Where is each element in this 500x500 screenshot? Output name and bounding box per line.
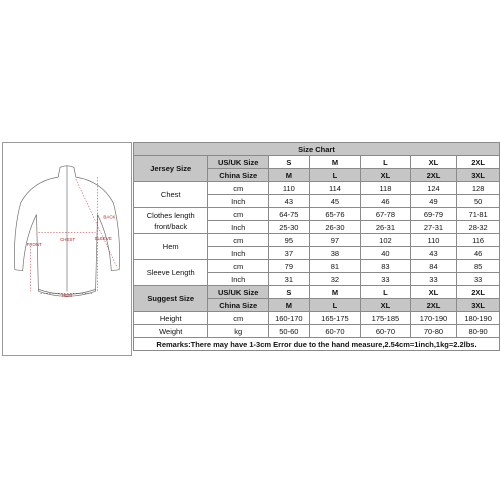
jersey-size-label: Jersey Size <box>134 156 208 182</box>
value-cell: 25-30 <box>268 221 309 234</box>
size-cell: XL <box>410 286 457 299</box>
unit-cell: Inch <box>208 247 269 260</box>
length-cm-row <box>134 208 500 221</box>
value-cell: 84 <box>410 260 457 273</box>
unit-cell: cm <box>208 260 269 273</box>
value-cell: 114 <box>309 182 360 195</box>
jersey-measurement-diagram <box>2 142 132 356</box>
height-label: Height <box>134 312 208 325</box>
size-cell: 3XL <box>457 169 500 182</box>
value-cell: 26-31 <box>361 221 411 234</box>
value-cell: 116 <box>457 234 500 247</box>
value-cell: 60-70 <box>309 325 360 338</box>
value-cell: 45 <box>309 195 360 208</box>
measurement-name: Sleeve Length <box>134 260 208 286</box>
size-cell: M <box>268 169 309 182</box>
jersey-outline-drawing <box>3 143 131 355</box>
value-cell: 175-185 <box>361 312 411 325</box>
value-cell: 46 <box>457 247 500 260</box>
unit-cell: cm <box>208 208 269 221</box>
value-cell: 170-190 <box>410 312 457 325</box>
size-cell: XL <box>361 299 411 312</box>
value-cell: 83 <box>361 260 411 273</box>
weight-label: Weight <box>134 325 208 338</box>
value-cell: 64-75 <box>268 208 309 221</box>
value-cell: 67-78 <box>361 208 411 221</box>
suggest-size-label: Suggest Size <box>134 286 208 312</box>
chart-title: Size Chart <box>134 143 500 156</box>
value-cell: 110 <box>268 182 309 195</box>
china-size-label: China Size <box>208 169 269 182</box>
value-cell: 70-80 <box>410 325 457 338</box>
value-cell: 28-32 <box>457 221 500 234</box>
chest-label: CHEST <box>60 237 76 243</box>
unit-cell: Inch <box>208 195 269 208</box>
suggest-us-row <box>134 286 500 299</box>
value-cell: 180-190 <box>457 312 500 325</box>
weight-row <box>134 325 500 338</box>
value-cell: 60-70 <box>361 325 411 338</box>
value-cell: 31 <box>268 273 309 286</box>
value-cell: 110 <box>410 234 457 247</box>
unit-cell: Inch <box>208 273 269 286</box>
unit-cell: kg <box>208 325 269 338</box>
value-cell: 69-79 <box>410 208 457 221</box>
size-cell: XL <box>410 156 457 169</box>
value-cell: 49 <box>410 195 457 208</box>
measurement-name: Chest <box>134 182 208 208</box>
size-cell: M <box>309 156 360 169</box>
size-cell: 3XL <box>457 299 500 312</box>
back-label: BACK <box>103 214 116 220</box>
height-row <box>134 312 500 325</box>
value-cell: 102 <box>361 234 411 247</box>
size-cell: 2XL <box>457 156 500 169</box>
value-cell: 160-170 <box>268 312 309 325</box>
size-chart-table <box>133 142 500 351</box>
title-row <box>134 143 500 156</box>
measurement-name: Hem <box>134 234 208 260</box>
unit-cell: Inch <box>208 221 269 234</box>
value-cell: 50-60 <box>268 325 309 338</box>
remarks-text: Remarks:There may have 1-3cm Error due to the hand measure,2.54cm=1inch,1kg=2.2lbs. <box>134 338 500 351</box>
size-cell: 2XL <box>457 286 500 299</box>
china-size-label: China Size <box>208 299 269 312</box>
chest-cm-row <box>134 182 500 195</box>
value-cell: 79 <box>268 260 309 273</box>
size-cell: XL <box>361 169 411 182</box>
size-cell: S <box>268 156 309 169</box>
value-cell: 71-81 <box>457 208 500 221</box>
unit-cell: cm <box>208 312 269 325</box>
size-cell: L <box>361 156 411 169</box>
jersey-shape <box>14 165 119 299</box>
us-uk-size-label: US/UK Size <box>208 156 269 169</box>
value-cell: 165-175 <box>309 312 360 325</box>
size-cell: L <box>309 299 360 312</box>
value-cell: 80-90 <box>457 325 500 338</box>
measurement-name: Clothes length front/back <box>134 208 208 234</box>
value-cell: 33 <box>457 273 500 286</box>
remarks-row <box>134 338 500 351</box>
size-cell: L <box>361 286 411 299</box>
size-cell: M <box>268 299 309 312</box>
value-cell: 95 <box>268 234 309 247</box>
front-label: FRONT <box>26 242 42 248</box>
value-cell: 85 <box>457 260 500 273</box>
value-cell: 40 <box>361 247 411 260</box>
value-cell: 65-76 <box>309 208 360 221</box>
value-cell: 26-30 <box>309 221 360 234</box>
value-cell: 33 <box>410 273 457 286</box>
value-cell: 81 <box>309 260 360 273</box>
value-cell: 38 <box>309 247 360 260</box>
size-cell: S <box>268 286 309 299</box>
us-uk-size-row <box>134 156 500 169</box>
value-cell: 46 <box>361 195 411 208</box>
us-uk-size-label: US/UK Size <box>208 286 269 299</box>
value-cell: 124 <box>410 182 457 195</box>
value-cell: 33 <box>361 273 411 286</box>
size-cell: 2XL <box>410 169 457 182</box>
size-cell: 2XL <box>410 299 457 312</box>
unit-cell: cm <box>208 182 269 195</box>
unit-cell: cm <box>208 234 269 247</box>
sleeve-label: SLEEVE <box>94 236 112 242</box>
value-cell: 37 <box>268 247 309 260</box>
hem-label: HEM <box>62 293 72 299</box>
value-cell: 32 <box>309 273 360 286</box>
sleeve-cm-row <box>134 260 500 273</box>
value-cell: 43 <box>268 195 309 208</box>
value-cell: 50 <box>457 195 500 208</box>
hem-cm-row <box>134 234 500 247</box>
value-cell: 128 <box>457 182 500 195</box>
size-cell: M <box>309 286 360 299</box>
size-cell: L <box>309 169 360 182</box>
value-cell: 97 <box>309 234 360 247</box>
value-cell: 118 <box>361 182 411 195</box>
value-cell: 43 <box>410 247 457 260</box>
value-cell: 27-31 <box>410 221 457 234</box>
